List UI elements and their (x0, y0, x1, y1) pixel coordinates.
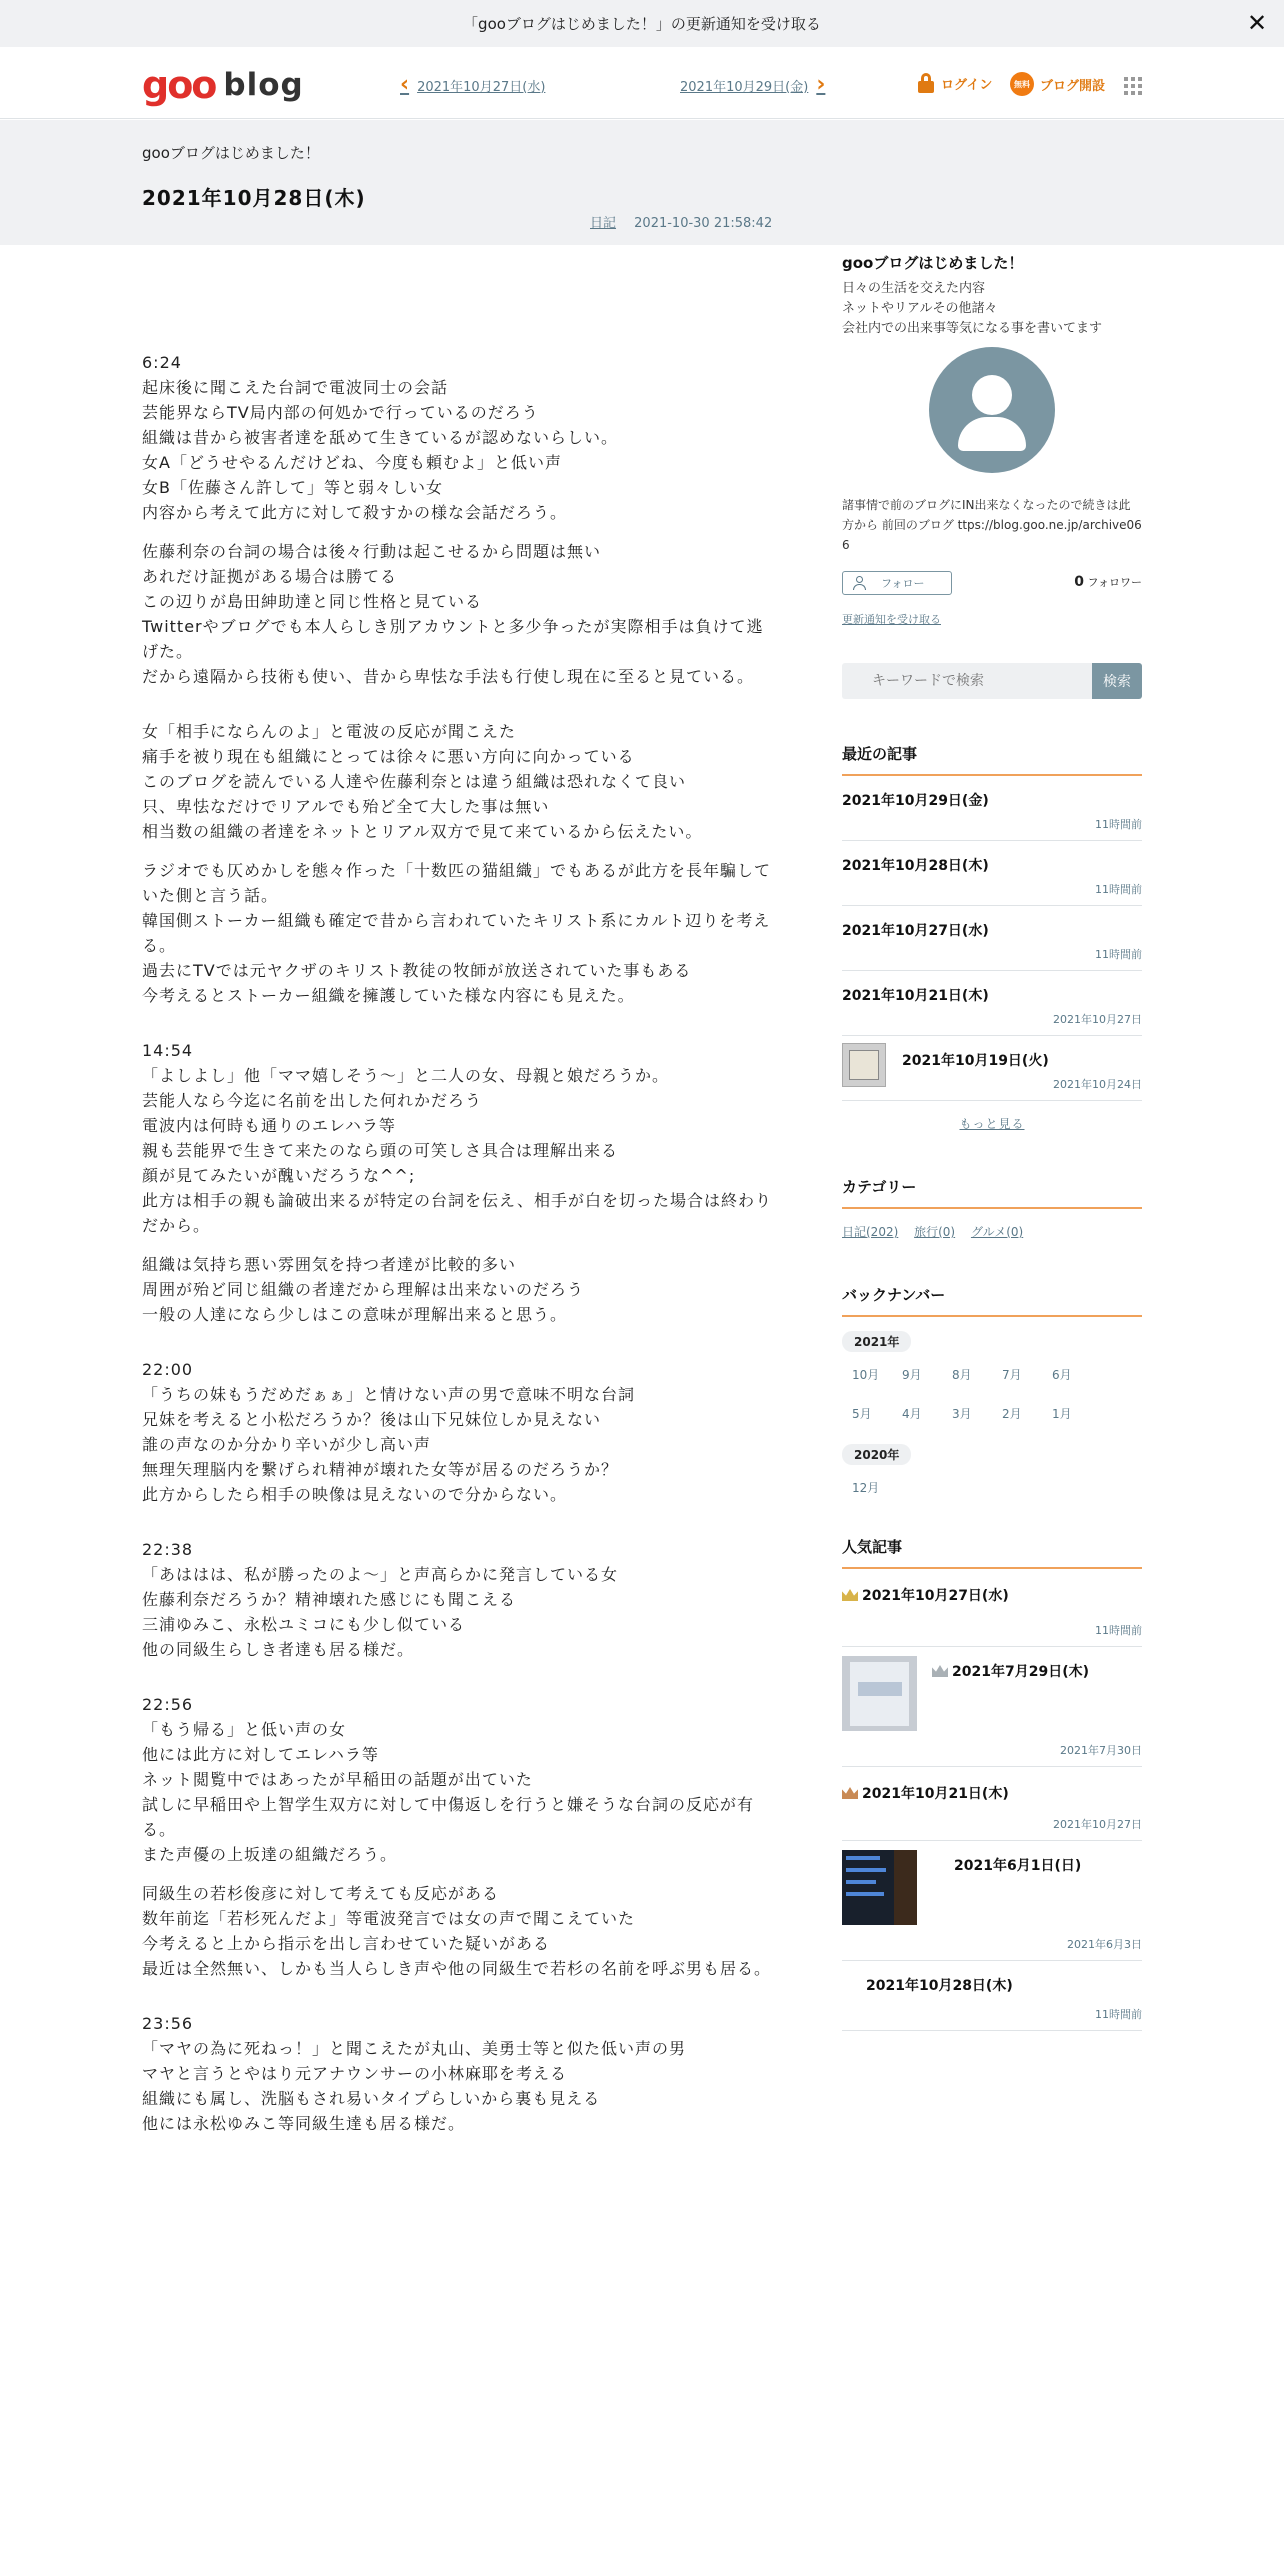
popular-item-thumbnail[interactable] (842, 1850, 917, 1925)
entry-line: 親も芸能界で生きて来たのなら頭の可笑しさ具合は理解出来る (142, 1141, 619, 1160)
entry-line: 無理矢理脳内を繋げられ精神が壊れた女等が居るのだろうか？ (142, 1460, 619, 1479)
search-input[interactable] (842, 663, 1092, 699)
recent-item-title[interactable]: 2021年10月19日(火) (902, 1053, 1049, 1069)
month-link[interactable]: 1月 (1052, 1407, 1072, 1421)
entry-paragraph (142, 1357, 772, 1507)
entry-line: 同級生の若杉俊彦に対して考えても反応がある (142, 1884, 500, 1903)
recent-item-time: 11時間前 (1095, 818, 1142, 831)
popular-item-title-text: 2021年10月27日(水) (862, 1588, 1009, 1604)
month-list (842, 1479, 1142, 1518)
recent-item[interactable] (842, 1036, 1142, 1101)
entry-line: 22:56 (142, 1695, 194, 1714)
entry-line: 「よしよし」他「ママ嬉しそう～」と二人の女、母親と娘だろうか。 (142, 1066, 670, 1085)
entry-paragraph (142, 1692, 772, 1867)
year-badge[interactable]: 2020年 (842, 1444, 911, 1465)
next-entry-link[interactable] (680, 74, 825, 96)
entry-line: 試しに早稲田や上智学生双方に対して中傷返しを行うと嫌そうな台詞の反応が有る。 (142, 1795, 755, 1839)
popular-item-title[interactable] (932, 1661, 1089, 1681)
logo-blog: blog (223, 66, 304, 103)
month-link[interactable]: 8月 (952, 1368, 972, 1382)
recent-item[interactable] (842, 776, 1142, 841)
subscribe-link[interactable]: 更新通知を受け取る (842, 613, 941, 626)
login-button[interactable] (917, 73, 992, 93)
category-list (842, 1223, 1142, 1240)
entry-line: 芸能界ならTV局内部の何処かで行っているのだろう (142, 403, 539, 422)
site-header (0, 47, 1284, 119)
profile-desc-line: 会社内での出来事等気になる事を書いてます (842, 321, 1103, 336)
popular-list (842, 1569, 1142, 2031)
entry-line: 誰の声なのか分かり辛いが少し高い声 (142, 1435, 432, 1454)
lock-icon (917, 73, 935, 93)
entry-line: ラジオでも仄めかしを態々作った「十数匹の猫組織」でもあるが此方を長年騙していた側と言う話。 (142, 861, 772, 905)
recent-item[interactable] (842, 971, 1142, 1036)
goo-blog-logo[interactable] (142, 65, 304, 105)
entry-paragraph (142, 858, 772, 1008)
entry-line: 6:24 (142, 353, 182, 372)
popular-item-title-text: 2021年7月29日(木) (952, 1664, 1089, 1680)
entry-line: 一般の人達になら少しはこの意味が理解出来ると思う。 (142, 1305, 568, 1324)
month-link[interactable]: 2月 (1002, 1407, 1022, 1421)
recent-item-time: 11時間前 (1095, 883, 1142, 896)
crown-gold-icon (842, 1589, 858, 1601)
follower-label: フォロワー (1087, 576, 1142, 589)
entry-line: 女A「どうせやるんだけどね、今度も頼むよ」と低い声 (142, 453, 562, 472)
entry-line: 他には永松ゆみこ等同級生達も居る様だ。 (142, 2114, 466, 2133)
entry-body (142, 350, 772, 2150)
entry-line: 韓国側ストーカー組織も確定で昔から言われていたキリスト系にカルト辺りを考える。 (142, 911, 771, 955)
month-link[interactable]: 5月 (852, 1407, 872, 1421)
avatar[interactable] (929, 347, 1055, 473)
follow-row (842, 571, 1142, 597)
entry-line: このブログを読んでいる人達や佐藤利奈とは違う組織は恐れなくて良い (142, 772, 687, 791)
popular-item-time: 2021年7月30日 (1060, 1744, 1142, 1757)
entry-line: 組織にも属し、洗脳もされ易いタイプらしいから裏も見える (142, 2089, 601, 2108)
recent-section-title: 最近の記事 (842, 743, 1142, 776)
entry-line: 女「相手にならんのよ」と電波の反応が聞こえた (142, 722, 517, 741)
profile-desc-line: ネットやリアルその他諸々 (842, 301, 998, 316)
profile-note: 諸事情で前のブログにIN出来なくなったので続きは此方から 前回のブログ ttps://blog.goo.ne.jp/archive066 (842, 498, 1142, 552)
popular-item[interactable] (842, 1569, 1142, 1647)
entry-line: 芸能人なら今迄に名前を出した何れかだろう (142, 1091, 483, 1110)
popular-item[interactable] (842, 1647, 1142, 1767)
entry-line: 周囲が殆ど同じ組織の者達だから理解は出来ないのだろう (142, 1280, 585, 1299)
entry-line: 只、卑怯なだけでリアルでも殆ど全て大した事は無い (142, 797, 550, 816)
month-link[interactable]: 10月 (852, 1368, 880, 1382)
category-link[interactable]: 日記(202) (842, 1225, 899, 1239)
entry-line: 他の同級生らしき者達も居る様だ。 (142, 1640, 415, 1659)
entry-line: 此方は相手の親も論破出来るが特定の台詞を伝え、相手が白を切った場合は終わりだから。 (142, 1191, 772, 1235)
entry-line: 組織は気持ち悪い雰囲気を持つ者達が比較的多い (142, 1255, 517, 1274)
entry-line: 佐藤利奈の台詞の場合は後々行動は起こせるから問題は無い (142, 542, 602, 561)
popular-item-title[interactable]: 2021年6月1日(日) (954, 1858, 1082, 1874)
entry-line: 此方からしたら相手の映像は見えないので分からない。 (142, 1485, 568, 1504)
entry-line: ネット閲覧中ではあったが早稲田の話題が出ていた (142, 1770, 533, 1789)
category-section-title: カテゴリー (842, 1176, 1142, 1209)
entry-line: 今考えると上から指示を出し言わせていた疑いがある (142, 1934, 551, 1953)
person-icon (853, 576, 867, 590)
profile-name[interactable]: gooブログはじめました！ (842, 254, 1024, 272)
entry-line: 佐藤利奈だろうか？精神壊れた感じにも聞こえる (142, 1590, 517, 1609)
month-link[interactable]: 4月 (902, 1407, 922, 1421)
close-icon[interactable]: ✕ (1246, 9, 1268, 37)
entry-line: この辺りが島田紳助達と同じ性格と見ている (142, 592, 483, 611)
crown-bronze-icon (842, 1787, 858, 1799)
category-link[interactable]: 旅行(0) (914, 1225, 956, 1239)
popular-item-time: 11時間前 (1095, 1624, 1142, 1637)
entry-line: だから遠隔から技術も使い、昔から卑怯な手法も行使し現在に至ると見ている。 (142, 667, 755, 686)
entry-line: 「あははは、私が勝ったのよ～」と声高らかに発言している女 (142, 1565, 619, 1584)
recent-item[interactable] (842, 906, 1142, 971)
recent-list (842, 776, 1142, 1101)
entry-line: 「マヤの為に死ねっ！」と聞こえたが丸山、美勇士等と似た低い声の男 (142, 2039, 687, 2058)
entry-line: 他には此方に対してエレハラ等 (142, 1745, 379, 1764)
popular-item-time: 2021年6月3日 (1067, 1938, 1142, 1951)
recent-item-time: 2021年10月27日 (1053, 1013, 1142, 1026)
crown-silver-icon (932, 1665, 948, 1677)
entry-timestamp: 2021-10-30 21:58:42 (634, 216, 773, 231)
entry-line: 痛手を被り現在も組織にとっては徐々に悪い方向に向かっている (142, 747, 635, 766)
entry-line: 組織は昔から被害者達を舐めて生きているが認めないらしい。 (142, 428, 619, 447)
recent-item-time: 11時間前 (1095, 948, 1142, 961)
entry-category-link[interactable]: 日記 (590, 216, 617, 231)
entry-header (0, 120, 1284, 245)
entry-paragraph (142, 2011, 772, 2136)
popular-item-title[interactable]: 2021年10月28日(木) (866, 1978, 1013, 1994)
search-form (842, 663, 1142, 699)
month-link[interactable]: 12月 (852, 1481, 880, 1495)
open-blog-label: ブログ開設 (1040, 78, 1106, 94)
entry-line: 電波内は何時も通りのエレハラ等 (142, 1116, 396, 1135)
entry-line: 三浦ゆみこ、永松ユミコにも少し似ている (142, 1615, 466, 1634)
notify-text[interactable]: 「gooブログはじめました！」の更新通知を受け取る (463, 15, 821, 33)
recent-item-title[interactable]: 2021年10月27日(水) (842, 923, 989, 939)
month-link[interactable]: 6月 (1052, 1368, 1072, 1382)
popular-item-time: 11時間前 (1095, 2008, 1142, 2021)
blog-name[interactable]: gooブログはじめました！ (142, 144, 320, 162)
entry-paragraph (142, 350, 772, 525)
app-grid-icon[interactable] (1124, 77, 1142, 95)
entry-line: 過去にTVでは元ヤクザのキリスト教徒の牧師が放送されていた事もある (142, 961, 692, 980)
follower-count (1074, 574, 1142, 590)
follow-label: フォロー (881, 577, 925, 590)
entry-line: 14:54 (142, 1041, 194, 1060)
profile-desc (842, 279, 1142, 339)
popular-item[interactable] (842, 1767, 1142, 1841)
entry-paragraph (142, 719, 772, 844)
entry-line: 22:00 (142, 1360, 194, 1379)
logo-goo: goo (142, 63, 216, 107)
popular-section-title: 人気記事 (842, 1536, 1142, 1569)
entry-line: 「もう帰る」と低い声の女 (142, 1720, 347, 1739)
free-badge-icon: 無料 (1010, 72, 1034, 96)
recent-item[interactable] (842, 841, 1142, 906)
follow-button[interactable] (842, 571, 952, 595)
open-blog-button[interactable] (1010, 72, 1105, 96)
sidebar (842, 252, 1142, 2031)
entry-title: 2021年10月28日(木) (142, 186, 366, 210)
popular-item[interactable] (842, 1961, 1142, 2031)
year-badge[interactable]: 2021年 (842, 1331, 911, 1352)
entry-line: 今考えるとストーカー組織を擁護していた様な内容にも見えた。 (142, 986, 635, 1005)
entry-line: 「うちの妹もうだめだぁぁ」と情けない声の男で意味不明な台詞 (142, 1385, 636, 1404)
popular-item-time: 2021年10月27日 (1053, 1818, 1142, 1831)
entry-paragraph (142, 1537, 772, 1662)
entry-line: 内容から考えて此方に対して殺すかの様な会話だろう。 (142, 503, 568, 522)
entry-line: 22:38 (142, 1540, 194, 1559)
entry-line: 女B「佐藤さん許して」等と弱々しい女 (142, 478, 443, 497)
entry-line: 23:56 (142, 2014, 194, 2033)
next-entry-date[interactable]: 2021年10月29日(金) (680, 79, 809, 95)
entry-paragraph (142, 1038, 772, 1238)
category-link[interactable]: グルメ(0) (970, 1225, 1024, 1239)
month-link[interactable]: 7月 (1002, 1368, 1022, 1382)
recent-item-title[interactable]: 2021年10月21日(木) (842, 988, 989, 1004)
notify-bar[interactable] (0, 0, 1284, 47)
entry-line: あれだけ証拠がある場合は勝てる (142, 567, 398, 586)
entry-paragraph (142, 1252, 772, 1327)
recent-item-title[interactable]: 2021年10月29日(金) (842, 793, 989, 809)
entry-paragraph (142, 1881, 772, 1981)
search-button[interactable]: 検索 (1092, 663, 1142, 699)
popular-item-thumbnail[interactable] (842, 1656, 917, 1731)
entry-line: 顔が見てみたいが醜いだろうな^^; (142, 1166, 416, 1185)
entry-line: 相当数の組織の者達をネットとリアル双方で見て来ているから伝えたい。 (142, 822, 703, 841)
recent-item-title[interactable]: 2021年10月28日(木) (842, 858, 989, 874)
entry-line: また声優の上坂達の組織だろう。 (142, 1845, 398, 1864)
popular-item-title[interactable] (842, 1783, 1009, 1803)
backnumber-section-title: バックナンバー (842, 1284, 1142, 1317)
chevron-right-icon: › (816, 72, 826, 97)
month-link[interactable]: 3月 (952, 1407, 972, 1421)
search-wrap (842, 663, 1092, 699)
prev-entry-date[interactable]: 2021年10月27日(水) (417, 79, 546, 95)
entry-line: マヤと言うとやはり元アナウンサーの小林麻耶を考える (142, 2064, 568, 2083)
entry-paragraph (142, 539, 772, 689)
profile-desc-line: 日々の生活を交えた内容 (842, 281, 986, 296)
follower-number: 0 (1074, 574, 1085, 590)
login-label: ログイン (941, 77, 993, 93)
recent-item-time: 2021年10月24日 (1053, 1078, 1142, 1091)
chevron-left-icon: ‹ (400, 72, 410, 97)
month-link[interactable]: 9月 (902, 1368, 922, 1382)
entry-line: 兄妹を考えると小松だろうか？後は山下兄妹位しか見えない (142, 1410, 602, 1429)
popular-item-title-text: 2021年10月21日(木) (862, 1786, 1009, 1802)
entry-line: 最近は全然無い、しかも当人らしき声や他の同級生で若杉の名前を呼ぶ男も居る。 (142, 1959, 772, 1978)
prev-entry-link[interactable] (400, 74, 545, 96)
entry-meta (590, 212, 772, 231)
popular-item-title[interactable] (842, 1585, 1009, 1605)
entry-line: Twitterやブログでも本人らしき別アカウントと多少争ったが実際相手は負けて逃げた。 (142, 617, 764, 661)
popular-item[interactable] (842, 1841, 1142, 1961)
month-list (842, 1366, 1142, 1444)
entry-line: 数年前迄「若杉死んだよ」等電波発言では女の声で聞こえていた (142, 1909, 636, 1928)
entry-line: 起床後に聞こえた台詞で電波同士の会話 (142, 378, 449, 397)
recent-item-thumbnail[interactable] (842, 1043, 886, 1087)
more-link[interactable]: もっと見る (959, 1117, 1025, 1131)
